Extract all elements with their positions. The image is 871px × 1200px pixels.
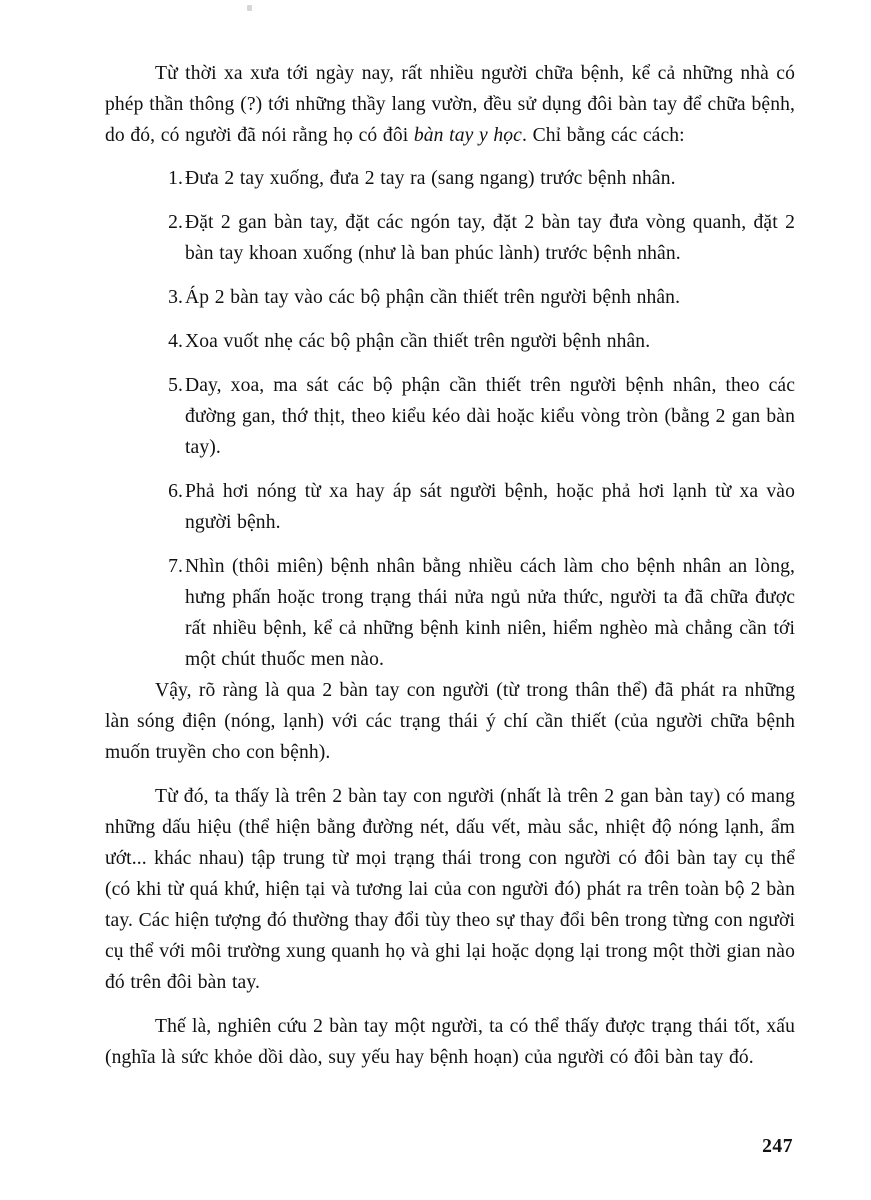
paragraph-tu-do: Từ đó, ta thấy là trên 2 bàn tay con người (nhất là trên 2 gan bàn tay) có mang những dấu hiệu (thể hiện bằng đường nét, dấu vết, màu sắc, nhiệt độ nóng lạnh, ẩm ướt... khác nhau) tập trung từ mọi trạng thái trong con người có đôi bàn tay cụ thể (có khi từ quá khứ, hiện tại và tương lai của con người đó) phát ra trên toàn bộ 2 bàn tay. Các hiện tượng đó thường thay đổi tùy theo sự thay đổi bên trong từng con người cụ thể với môi trường xung quanh họ và ghi lại hoặc dọng lại trong một thời gian nào đó trên đôi bàn tay. — [105, 786, 795, 993]
intro-text-part-1: Từ thời xa xưa tới ngày nay, rất nhiều người chữa bệnh, kể cả những nhà có phép thần thông (?) tới những thầy lang vườn, đều sử dụng đôi bàn tay để chữa bệnh, do đó, có người đã nói rằng họ có đôi — [105, 63, 795, 146]
list-item — [105, 163, 795, 194]
list-item-text: Đưa 2 tay xuống, đưa 2 tay ra (sang ngang) trước bệnh nhân. — [185, 168, 676, 189]
paragraph-intro — [105, 58, 795, 151]
list-item — [105, 476, 795, 538]
paragraph-the-la: Thế là, nghiên cứu 2 bàn tay một người, ta có thể thấy được trạng thái tốt, xấu (nghĩa là sức khỏe dồi dào, suy yếu hay bệnh hoạn) của người có đôi bàn tay đó. — [105, 1016, 795, 1068]
list-item-number: 6. — [168, 481, 183, 502]
list-item-text: Đặt 2 gan bàn tay, đặt các ngón tay, đặt 2 bàn tay đưa vòng quanh, đặt 2 bàn tay khoan xuống (như là ban phúc lành) trước bệnh nhân. — [185, 212, 795, 264]
list-item — [105, 551, 795, 675]
list-item — [105, 282, 795, 313]
print-speck-mark — [247, 5, 252, 11]
page-number: 247 — [762, 1136, 793, 1157]
list-item-text: Nhìn (thôi miên) bệnh nhân bằng nhiều cách làm cho bệnh nhân an lòng, hưng phấn hoặc trong trạng thái nửa ngủ nửa thức, người ta đã chữa được rất nhiều bệnh, kể cả những bệnh kinh niên, hiểm nghèo mà chẳng cần tới một chút thuốc men nào. — [185, 556, 795, 670]
list-item-text: Day, xoa, ma sát các bộ phận cần thiết trên người bệnh nhân, theo các đường gan, thớ thịt, theo kiểu kéo dài hoặc kiểu vòng tròn (bằng 2 gan bàn tay). — [185, 375, 795, 458]
list-item — [105, 207, 795, 269]
list-item-text: Xoa vuốt nhẹ các bộ phận cần thiết trên người bệnh nhân. — [185, 331, 651, 352]
list-item-number: 1. — [168, 168, 183, 189]
list-item — [105, 326, 795, 357]
intro-text-part-2: . Chỉ bằng các cách: — [521, 125, 685, 146]
list-item-number: 2. — [168, 212, 183, 233]
list-item-number: 3. — [168, 287, 183, 308]
list-item-text: Phả hơi nóng từ xa hay áp sát người bệnh, hoặc phả hơi lạnh từ xa vào người bệnh. — [185, 481, 795, 533]
intro-italic-phrase: bàn tay y học — [413, 125, 522, 146]
paragraph-vay: Vậy, rõ ràng là qua 2 bàn tay con người (từ trong thân thể) đã phát ra những làn sóng điện (nóng, lạnh) với các trạng thái ý chí cần thiết (của người chữa bệnh muốn truyền cho con bệnh). — [105, 680, 795, 763]
page-content — [105, 58, 795, 1073]
list-item-number: 7. — [168, 556, 183, 577]
list-item-number: 4. — [168, 331, 183, 352]
list-item-number: 5. — [168, 375, 183, 396]
methods-list — [105, 163, 795, 675]
list-item — [105, 370, 795, 463]
list-item-text: Áp 2 bàn tay vào các bộ phận cần thiết trên người bệnh nhân. — [185, 287, 681, 308]
